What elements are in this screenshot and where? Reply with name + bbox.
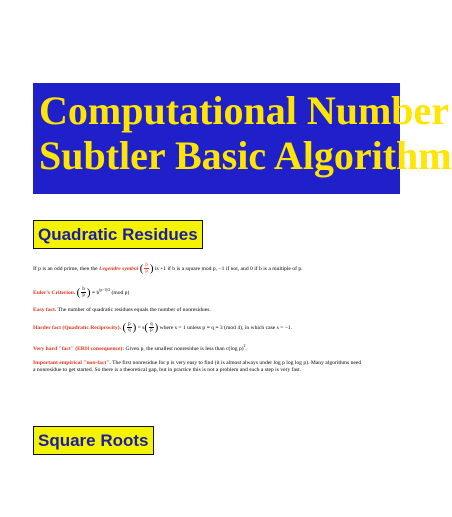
close-paren: ) (132, 321, 137, 334)
paragraph-label: Easy fact. (33, 307, 57, 313)
section-heading-square-roots (33, 426, 154, 455)
equation-text: ≡ b (90, 290, 100, 296)
paragraph-erh-consequence (33, 343, 363, 353)
close-paren: ) (86, 286, 91, 299)
section-heading-text: Square Roots (38, 430, 149, 450)
section-heading-quadratic-residues (33, 220, 203, 249)
paragraph-text: The first nonresidue for p is very easy to find (it is almost always under log p log log p). Many algorithms need a nonresidue to get started. So there is a theoretical gap, but in practice this is not a problem and such a step is very fast. (33, 360, 362, 374)
paragraph-label: Very hard "fact" (ERH consequence): (33, 346, 125, 352)
open-paren: ( (139, 262, 144, 275)
open-paren: ( (144, 321, 149, 334)
paragraph-text: If p is an odd prime, then the (33, 265, 100, 272)
legendre-symbol-term: Legendre symbol (99, 265, 139, 272)
fraction-denominator: p (145, 269, 148, 274)
fraction-denominator: p (150, 328, 153, 333)
fraction-numerator: b (145, 263, 148, 268)
close-paren: ) (154, 321, 159, 334)
paragraph-label: Important empirical "non-fact". (33, 360, 111, 366)
paragraph-text: . (245, 346, 247, 352)
exponent: 2 (243, 344, 246, 348)
section-heading-text: Quadratic Residues (38, 224, 198, 244)
fraction-numerator: b (82, 287, 85, 293)
paragraph-euler-criterion (33, 287, 363, 298)
legendre-fraction (144, 263, 149, 274)
paragraph-label: Euler's Criterion. (33, 290, 76, 296)
open-paren: ( (76, 286, 81, 299)
open-paren: ( (122, 321, 127, 334)
fraction-denominator: p (82, 293, 85, 299)
title-line-2: Subtler Basic Algorithm (39, 133, 452, 178)
title-banner (33, 83, 452, 194)
equation-text: = s (136, 324, 145, 331)
paragraph-text: Given p, the smallest nonresidue is less than c(log p) (124, 346, 244, 352)
paragraph-text: where s = 1 unless p ≡ q ≡ 3 (mod 4), in which case s = −1. (158, 324, 293, 331)
fraction-numerator: p (128, 322, 131, 327)
paragraph-text: is +1 if b is a square mod p, −1 if not, and 0 if b is a multiple of p. (155, 265, 303, 272)
fraction-numerator: q (150, 322, 153, 327)
legendre-fraction (127, 322, 132, 333)
paragraph-label: Harder fact (Quadratic Reciprocity). (33, 324, 122, 331)
paragraph-legendre-definition (33, 263, 363, 274)
paragraph-text: The number of quadratic residues equals the number of nonresidues. (56, 307, 211, 313)
legendre-fraction (81, 287, 86, 298)
paragraph-quadratic-reciprocity (33, 322, 363, 333)
exponent: (p−1)/2 (99, 288, 111, 292)
paragraph-empirical-non-fact (33, 360, 363, 374)
legendre-fraction (149, 322, 154, 333)
close-paren: ) (149, 262, 154, 275)
paragraph-easy-fact (33, 307, 363, 314)
title-line-1: Computational Number (39, 88, 450, 133)
fraction-denominator: q (128, 328, 131, 333)
equation-text: (mod p) (110, 290, 130, 296)
